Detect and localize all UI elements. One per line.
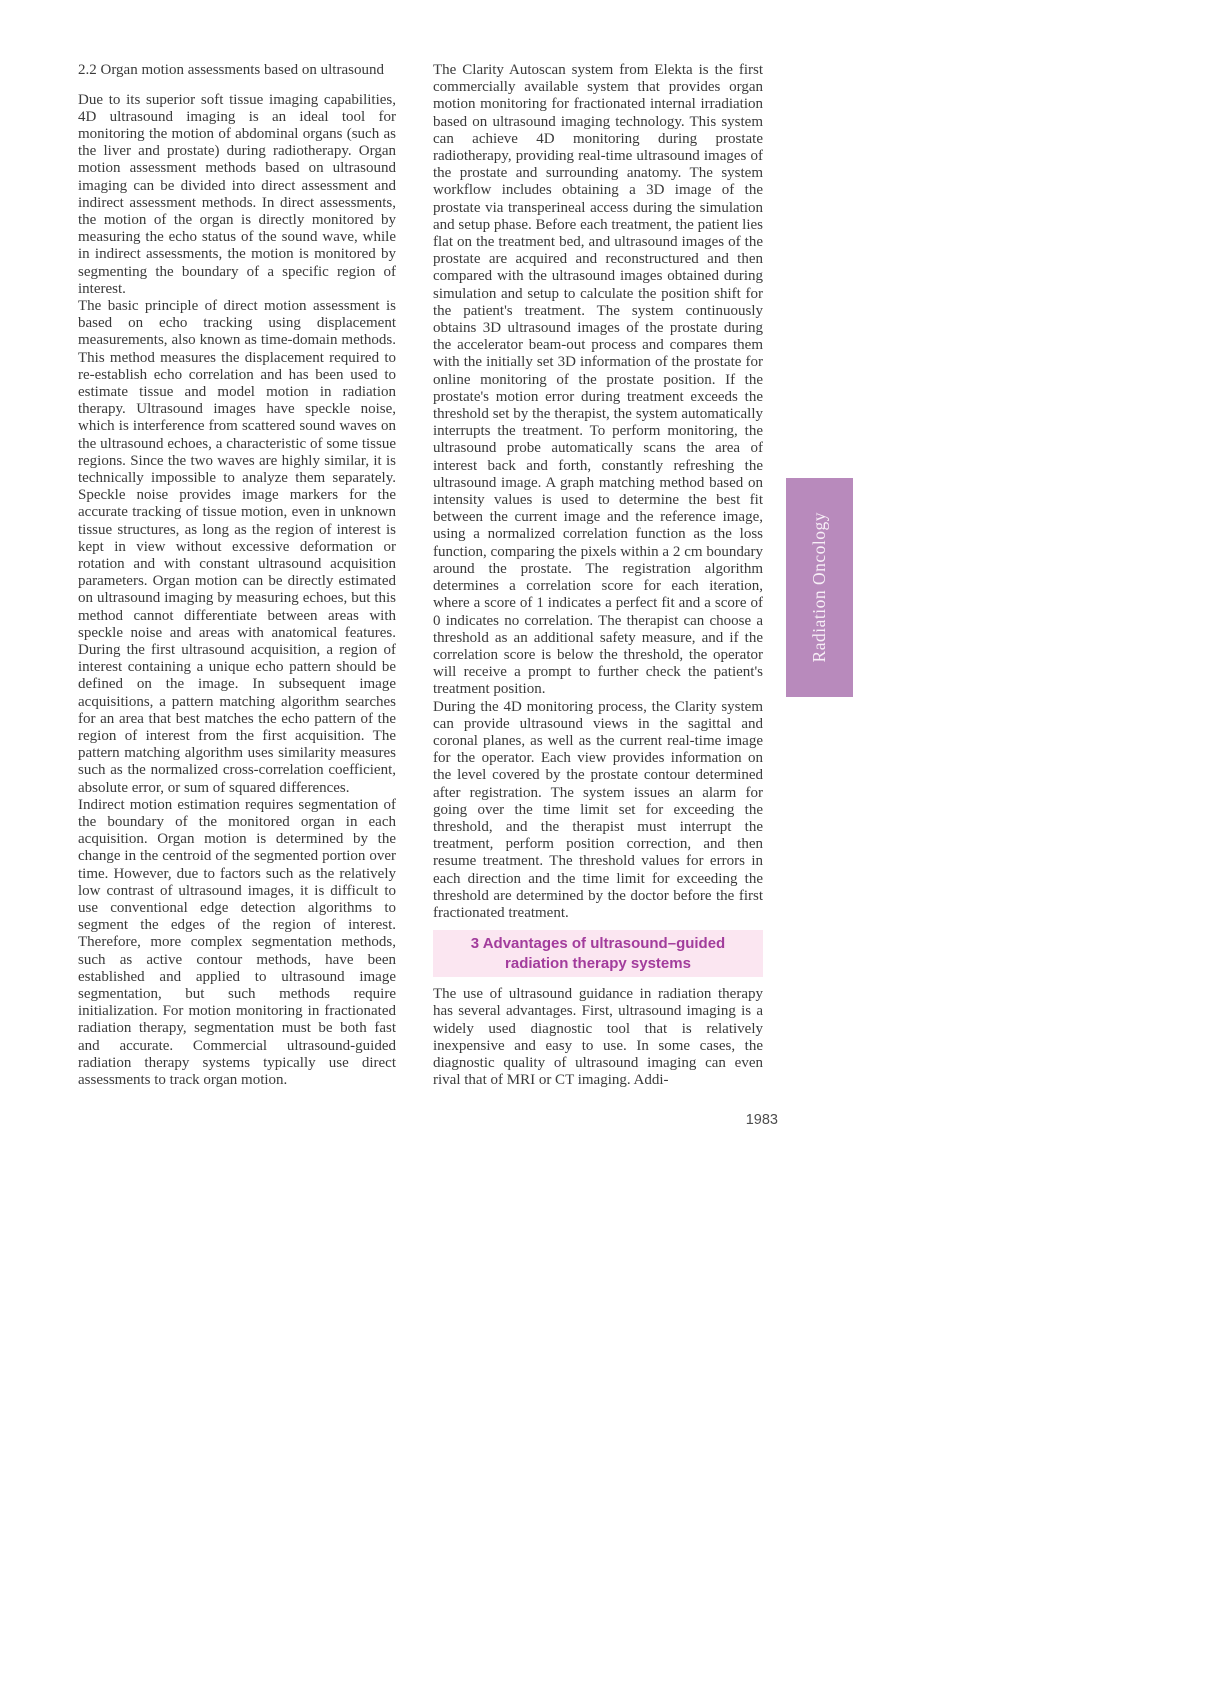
radiation-oncology-tab [786,478,853,697]
section-3-heading: 3 Advantages of ultrasound–guided radiation therapy systems [433,930,763,977]
paragraph: Due to its superior soft tissue imaging capabilities, 4D ultrasound imaging is an ideal tool for monitoring the motion of abdominal organs (such as the liver and prostate) during radiotherapy. Organ motion assessment methods based on ultrasound imaging can be divided into direct assessment and indirect assessment methods. In direct assessments, the motion of the organ is directly monitored by measuring the echo status of the sound wave, while in indirect assessments, the motion is monitored by segmenting the boundary of a specific region of interest. [78,91,396,297]
paragraph: Indirect motion estimation requires segmentation of the boundary of the monitored organ in each acquisition. Organ motion is determined by the change in the centroid of the segmented portion over time. However, due to factors such as the relatively low contrast of ultrasound images, it is difficult to use conventional edge detection algorithms to segment the edges of the region of interest. Therefore, more complex segmentation methods, such as active contour methods, have been established and applied to ultrasound image segmentation, but such methods require initialization. For motion monitoring in fractionated radiation therapy, segmentation must be both fast and accurate. Commercial ultrasound-guided radiation therapy systems typically use direct assessments to track organ motion. [78,796,396,1089]
section-2-2-heading: 2.2 Organ motion assessments based on ultrasound [78,62,384,78]
right-column [433,62,763,1089]
page-number: 1983 [745,1112,778,1128]
paragraph: During the 4D monitoring process, the Clarity system can provide ultrasound views in the sagittal and coronal planes, as well as the current real-time image for the operator. Each view provides information on the level covered by the prostate contour determined after registration. The system issues an alarm for going over the time limit set for exceeding the threshold, and the therapist must interrupt the treatment, perform position correction, and then resume treatment. The threshold values for errors in each direction and the time limit for exceeding the threshold are determined by the doctor before the first fractionated treatment. [433,698,763,921]
paragraph: The basic principle of direct motion assessment is based on echo tracking using displacement measurements, also known as time-domain methods. This method measures the displacement required to re-establish echo correlation and has been used to estimate tissue and model motion in radiation therapy. Ultrasound images have speckle noise, which is interference from scattered sound waves on the ultrasound echoes, a characteristic of some tissue regions. Since the two waves are highly similar, it is technically impossible to analyze them separately. Speckle noise provides image markers for the accurate tracking of tissue motion, even in unknown tissue structures, as long as the region of interest is kept in view without excessive deformation or rotation and with constant ultrasound acquisition parameters. Organ motion can be directly estimated on ultrasound imaging by measuring echoes, but this method cannot differentiate between areas with speckle noise and areas with anatomical features. During the first ultrasound acquisition, a region of interest containing a unique echo pattern should be defined on the image. In subsequent image acquisitions, a pattern matching algorithm searches for an area that best matches the echo pattern of the region of interest from the first acquisition. The pattern matching algorithm uses similarity measures such as the normalized cross-correlation coefficient, absolute error, or sum of squared differences. [78,297,396,796]
left-column [78,62,396,1089]
paragraph: The use of ultrasound guidance in radiation therapy has several advantages. First, ultrasound imaging is a widely used diagnostic tool that is relatively inexpensive and easy to use. In some cases, the diagnostic quality of ultrasound imaging can even rival that of MRI or CT imaging. Addi- [433,986,763,1089]
radiation-oncology-tab-label: Radiation Oncology [809,512,829,663]
paragraph: The Clarity Autoscan system from Elekta is the first commercially available system that provides organ motion monitoring for fractionated internal irradiation based on ultrasound imaging technology. This system can achieve 4D monitoring during prostate radiotherapy, providing real-time ultrasound images of the prostate and surrounding anatomy. The system workflow includes obtaining a 3D image of the prostate via transperineal access during the simulation and setup phase. Before each treatment, the patient lies flat on the treatment bed, and ultrasound images of the prostate are acquired and reconstructured and then compared with the ultrasound images obtained during simulation and setup to calculate the position shift for the patient's treatment. The system continuously obtains 3D ultrasound images of the prostate during the accelerator beam-out process and compares them with the initially set 3D information of the prostate for online monitoring of the prostate position. If the prostate's motion error during treatment exceeds the threshold set by the therapist, the system automatically interrupts the treatment. To perform monitoring, the ultrasound probe automatically scans the area of interest back and forth, constantly refreshing the ultrasound image. A graph matching method based on intensity values is used to determine the best fit between the current image and the reference image, using a normalized correlation function as the loss function, comparing the pixels within a 2 cm boundary around the prostate. The registration algorithm determines a correlation score for each iteration, where a score of 1 indicates a perfect fit and a score of 0 indicates no correlation. The therapist can choose a threshold as an additional safety measure, and if the correlation score is below the threshold, the operator will receive a prompt to further check the patient's treatment position. [433,62,763,698]
